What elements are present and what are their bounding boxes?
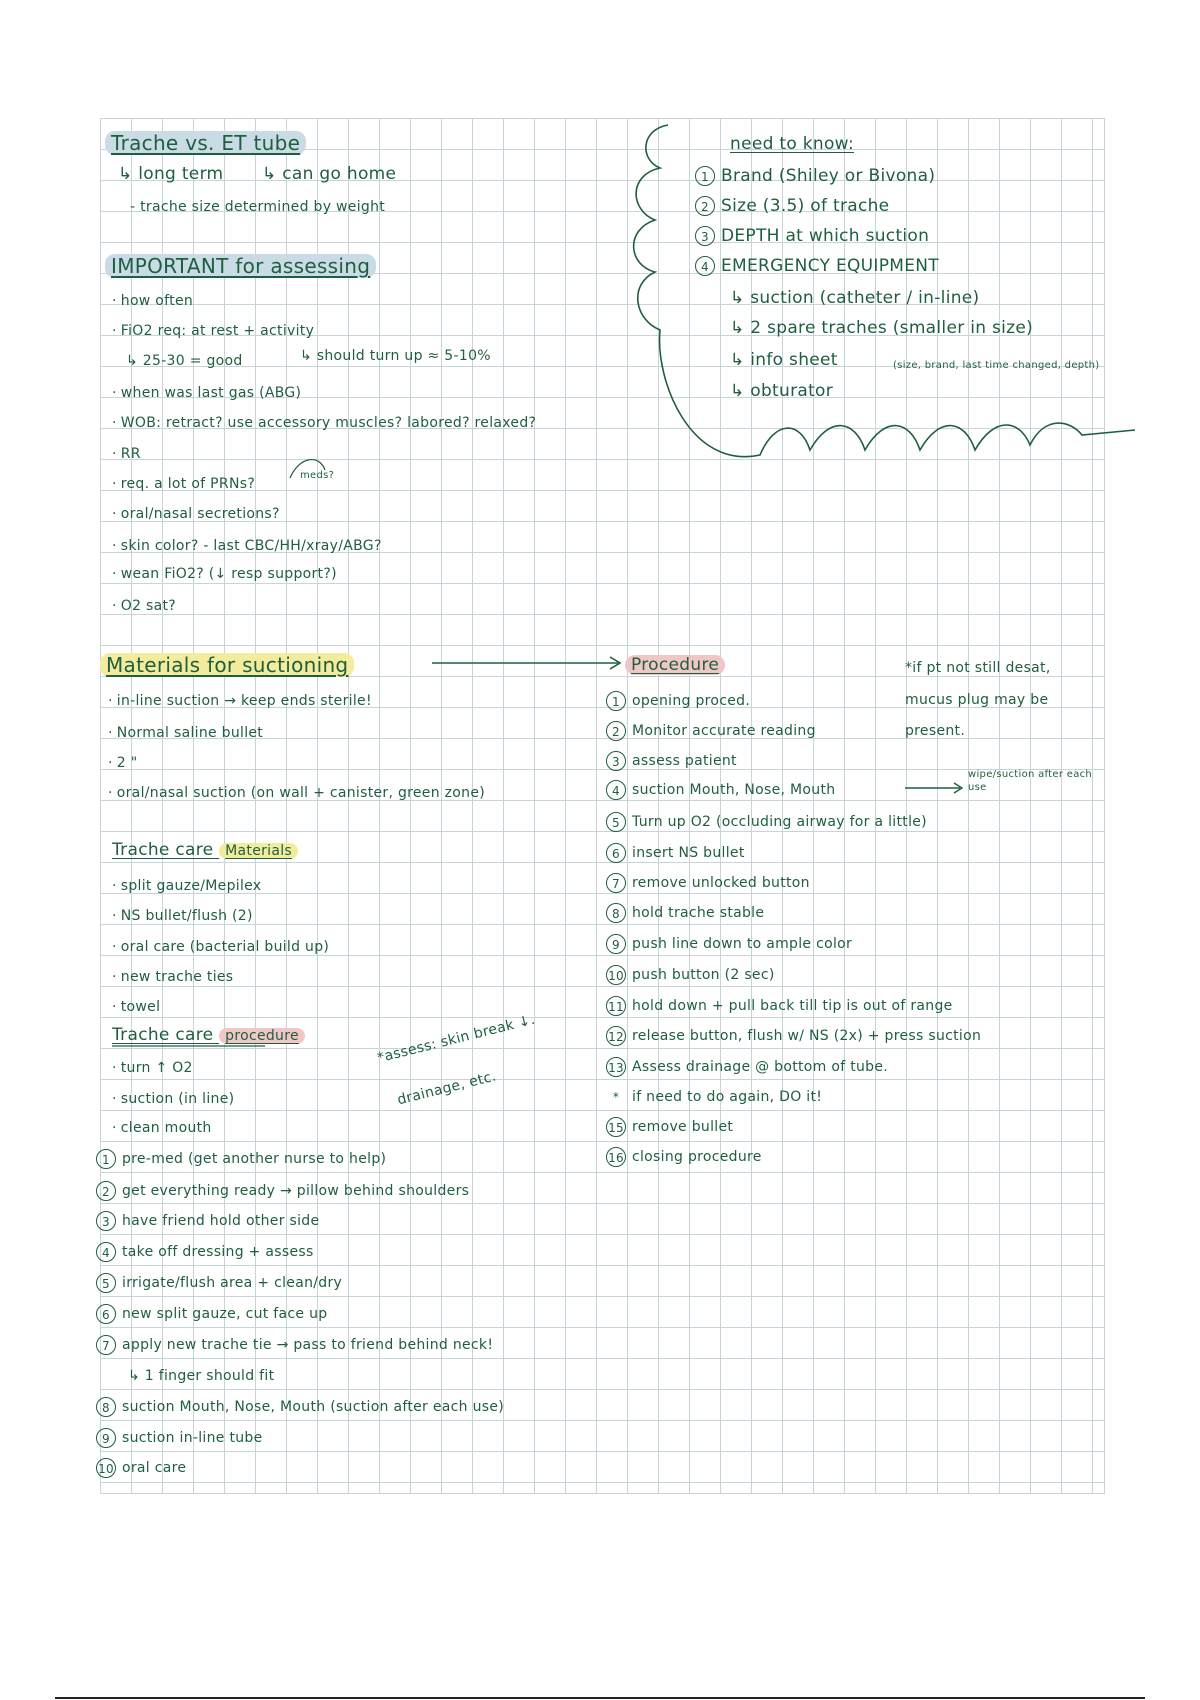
procedure-step: 6 insert NS bullet: [606, 842, 745, 864]
materials-item: · 2 ": [108, 752, 137, 774]
section-title-procedure: Procedure: [625, 654, 725, 676]
trache-proc-step: 10 oral care: [96, 1457, 186, 1479]
procedure-step: 9 push line down to ample color: [606, 933, 852, 955]
procedure-tag: procedure: [219, 1028, 305, 1044]
assess-item: · RR: [112, 443, 141, 465]
procedure-step: 16 closing procedure: [606, 1146, 762, 1168]
section-title-assessing: IMPORTANT for assessing: [105, 255, 376, 277]
trache-proc-item: · suction (in line): [112, 1088, 234, 1110]
procedure-step: 4 suction Mouth, Nose, Mouth: [606, 779, 835, 801]
assess-skin-note: drainage, etc.: [395, 1068, 499, 1109]
procedure-step: 13 Assess drainage @ bottom of tube.: [606, 1056, 888, 1078]
materials-item: · oral/nasal suction (on wall + canister, green zone): [108, 782, 485, 804]
section-title-trache-care-materials: Trache care Materials: [112, 839, 298, 862]
assess-item: · when was last gas (ABG): [112, 382, 301, 404]
need-subitem: ↳ obturator: [730, 381, 834, 401]
assess-subitem: ↳ 25-30 = good: [126, 353, 243, 369]
trache-material-item: · towel: [112, 996, 160, 1018]
footer-rule: [55, 1697, 1145, 1699]
procedure-step: 7 remove unlocked button: [606, 872, 810, 894]
trache-proc-step: 1 pre-med (get another nurse to help): [96, 1148, 386, 1170]
trache-proc-step: 5 irrigate/flush area + clean/dry: [96, 1272, 342, 1294]
trache-proc-item: · clean mouth: [112, 1117, 212, 1139]
trache-material-item: · NS bullet/flush (2): [112, 905, 253, 927]
section-title-trache-care-procedure: Trache care procedure: [112, 1024, 305, 1047]
assess-item: · O2 sat?: [112, 595, 176, 617]
assess-subitem: ↳ should turn up ≈ 5-10%: [300, 348, 491, 364]
procedure-step: 15 remove bullet: [606, 1116, 733, 1138]
procedure-step: 11 hold down + pull back till tip is out of range: [606, 995, 953, 1017]
need-item: 1 Brand (Shiley or Bivona): [695, 165, 935, 187]
need-item: 2 Size (3.5) of trache: [695, 195, 889, 217]
assess-note-meds: meds?: [300, 470, 335, 481]
trache-proc-item: · turn ↑ O2: [112, 1057, 193, 1079]
assess-item: · skin color? - last CBC/HH/xray/ABG?: [112, 535, 382, 557]
desat-note-line: *if pt not still desat,: [905, 660, 1051, 676]
need-item: 4 EMERGENCY EQUIPMENT: [695, 255, 939, 277]
assess-skin-note: *assess: skin break ↓.: [375, 1011, 537, 1067]
trache-material-item: · oral care (bacterial build up): [112, 936, 329, 958]
trache-proc-step: 2 get everything ready → pillow behind shoulders: [96, 1180, 469, 1202]
trache-proc-step: 9 suction in-line tube: [96, 1427, 263, 1449]
need-subitem: ↳ info sheet: [730, 350, 838, 370]
materials-item: · in-line suction → keep ends sterile!: [108, 690, 372, 712]
desat-note-line: present.: [905, 723, 966, 739]
note-can-go-home: ↳ can go home: [262, 164, 397, 184]
need-subitem: ↳ 2 spare traches (smaller in size): [730, 318, 1034, 338]
note-trache-size: - trache size determined by weight: [130, 199, 386, 215]
procedure-step: 3 assess patient: [606, 750, 737, 772]
assess-item: · wean FiO2? (↓ resp support?): [112, 563, 337, 585]
trache-proc-step: 8 suction Mouth, Nose, Mouth (suction after each use): [96, 1396, 504, 1418]
section-title-materials: Materials for suctioning: [100, 654, 354, 676]
procedure-step: 1 opening proced.: [606, 690, 750, 712]
need-info-note: (size, brand, last time changed, depth): [893, 360, 1100, 371]
procedure-step: 8 hold trache stable: [606, 902, 764, 924]
trache-proc-step: 4 take off dressing + assess: [96, 1241, 314, 1263]
materials-tag: Materials: [219, 843, 298, 859]
procedure-step: * if need to do again, DO it!: [612, 1089, 823, 1105]
materials-item: · Normal saline bullet: [108, 722, 263, 744]
trache-proc-step: 7 apply new trache tie → pass to friend behind neck!: [96, 1334, 493, 1356]
need-subitem: ↳ suction (catheter / in-line): [730, 288, 980, 308]
assess-item: · WOB: retract? use accessory muscles? labored? relaxed?: [112, 412, 536, 434]
trache-proc-substep: ↳ 1 finger should fit: [128, 1368, 275, 1384]
assess-item: · req. a lot of PRNs?: [112, 473, 255, 495]
desat-note-line: mucus plug may be: [905, 692, 1049, 708]
procedure-step: 12 release button, flush w/ NS (2x) + press suction: [606, 1025, 981, 1047]
assess-item: · FiO2 req: at rest + activity: [112, 320, 314, 342]
section-title-need-to-know: need to know:: [730, 134, 854, 154]
assess-item: · oral/nasal secretions?: [112, 503, 280, 525]
trache-proc-step: 3 have friend hold other side: [96, 1210, 319, 1232]
procedure-step: 2 Monitor accurate reading: [606, 720, 816, 742]
section-title-trache-vs-et: Trache vs. ET tube: [105, 132, 306, 154]
trache-material-item: · new trache ties: [112, 966, 233, 988]
trache-material-item: · split gauze/Mepilex: [112, 875, 261, 897]
procedure-step: 10 push button (2 sec): [606, 964, 775, 986]
trache-proc-step: 6 new split gauze, cut face up: [96, 1303, 327, 1325]
assess-item: · how often: [112, 290, 193, 312]
note-long-term: ↳ long term: [118, 164, 224, 184]
wipe-note: wipe/suction after each use: [968, 769, 1093, 793]
procedure-step: 5 Turn up O2 (occluding airway for a little): [606, 811, 927, 833]
need-item: 3 DEPTH at which suction: [695, 225, 929, 247]
